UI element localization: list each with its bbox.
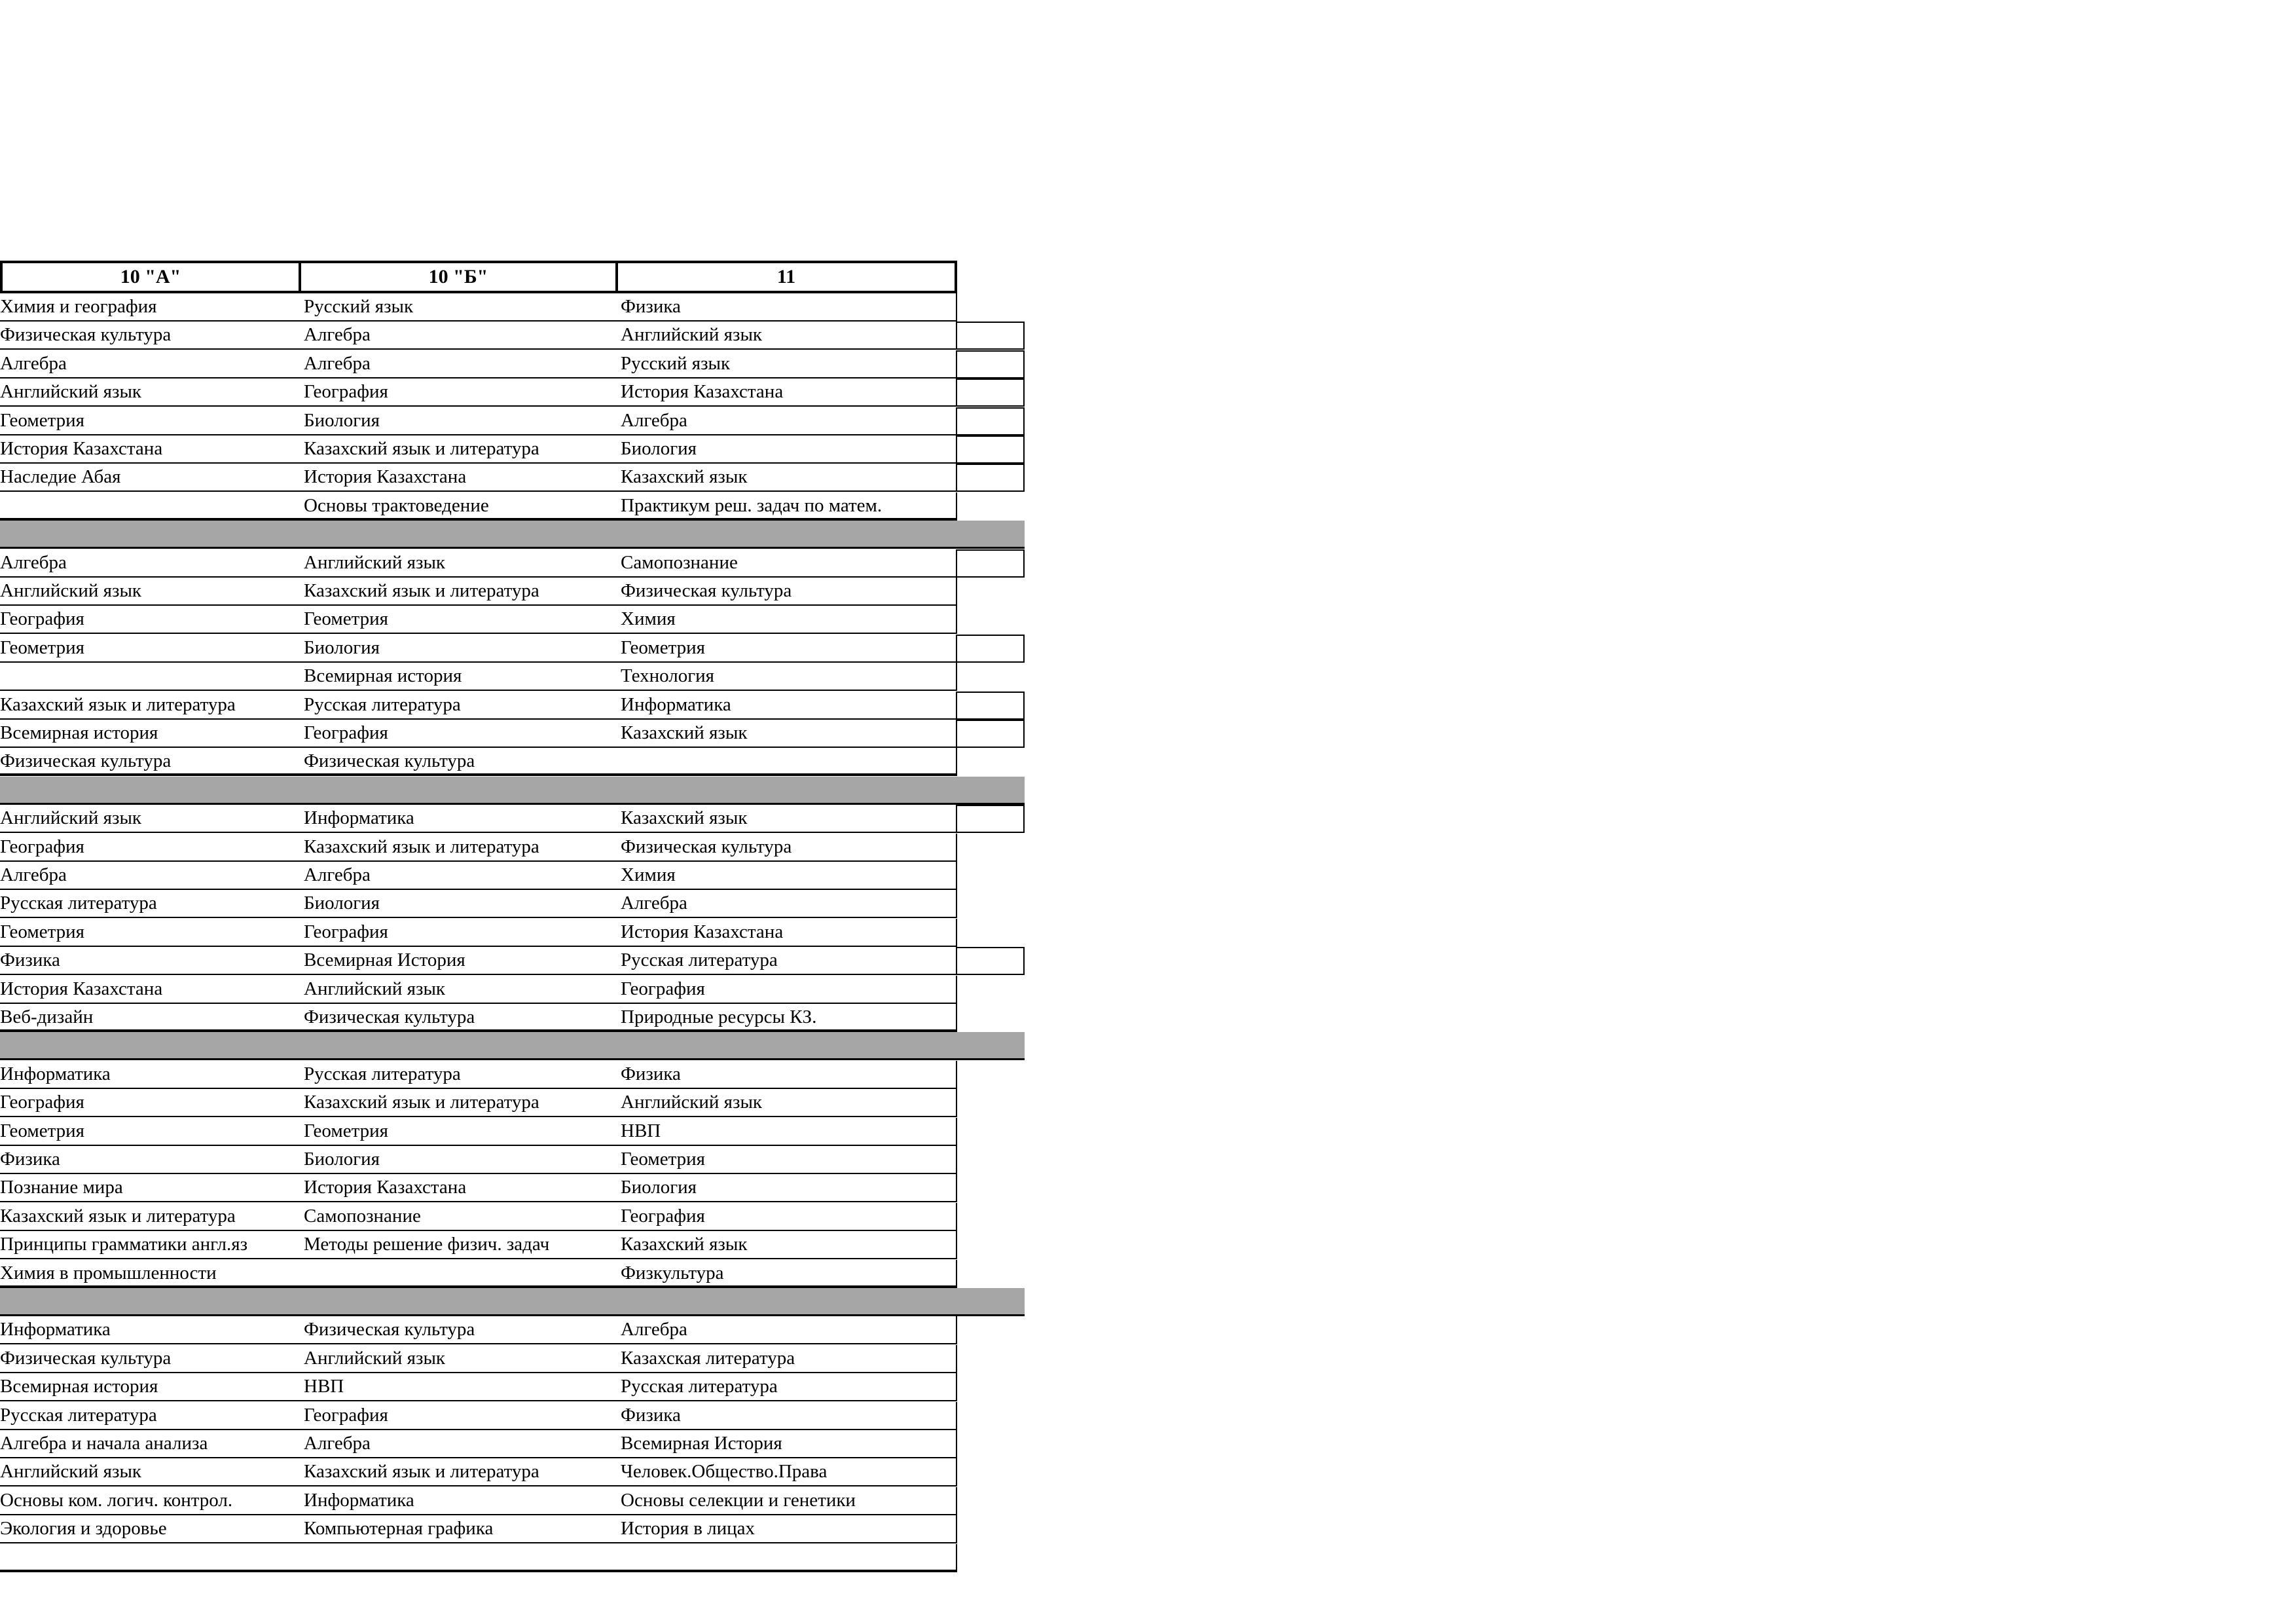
schedule-cell (0, 1544, 301, 1572)
schedule-cell: Биология (300, 890, 618, 918)
schedule-cell: Физическая культура (300, 1316, 618, 1344)
schedule-cell (0, 919, 301, 947)
schedule-cell: Казахский язык и литература (300, 435, 618, 464)
cell-text: Геометрия (0, 921, 84, 942)
extra-cell (957, 635, 1025, 663)
schedule-cell: Физическая культура (300, 1004, 618, 1032)
schedule-cell: Биология (300, 407, 618, 435)
schedule-cell: Русская литература (300, 1061, 618, 1089)
extra-cell (957, 720, 1025, 748)
schedule-cell: География (617, 976, 957, 1004)
schedule-cell (0, 1118, 301, 1146)
schedule-cell: Физика (617, 1402, 957, 1430)
schedule-cell: Геометрия (300, 606, 618, 634)
schedule-cell (0, 1260, 301, 1288)
schedule-cell: Геометрия (617, 1146, 957, 1174)
schedule-cell: Основы селекции и генетики (617, 1487, 957, 1515)
schedule-cell: Алгебра (617, 407, 957, 435)
cell-text: Казахский язык и литература (0, 1205, 236, 1227)
header-11: 11 (615, 261, 957, 293)
schedule-cell: Алгебра (300, 1430, 618, 1458)
extra-cell (957, 947, 1025, 975)
schedule-cell (0, 578, 301, 606)
schedule-cell (0, 1004, 301, 1032)
extra-cell (957, 407, 1025, 435)
schedule-cell: Английский язык (617, 322, 957, 350)
schedule-cell: Физика (617, 293, 957, 322)
schedule-cell (0, 1316, 301, 1344)
schedule-cell (0, 322, 301, 350)
extra-cell (957, 322, 1025, 350)
header-10b: 10 "Б" (299, 261, 618, 293)
schedule-cell (300, 1544, 618, 1572)
schedule-cell: Казахский язык (617, 464, 957, 492)
cell-text: Геометрия (0, 1120, 84, 1141)
header-10a: 10 "А" (0, 261, 301, 293)
day-separator (0, 1288, 1025, 1316)
schedule-cell: Алгебра (300, 862, 618, 890)
schedule-cell (0, 834, 301, 862)
cell-text: География (0, 836, 84, 857)
schedule-cell (0, 1402, 301, 1430)
extra-cell (957, 378, 1025, 407)
schedule-cell: География (300, 919, 618, 947)
schedule-cell: Казахский язык (617, 720, 957, 748)
schedule-cell (0, 1487, 301, 1515)
schedule-cell (300, 1260, 618, 1288)
schedule-cell: История в лицах (617, 1515, 957, 1543)
schedule-cell (0, 492, 301, 521)
schedule-cell: Технология (617, 663, 957, 691)
cell-text: Всемирная история (0, 722, 158, 743)
cell-text: Веб-дизайн (0, 1006, 94, 1027)
day-separator (0, 1032, 1025, 1060)
cell-text: Физическая культура (0, 750, 172, 772)
schedule-cell: Алгебра (617, 890, 957, 918)
cell-text: Физика (0, 950, 60, 971)
schedule-cell: Всемирная История (617, 1430, 957, 1458)
schedule-cell: НВП (617, 1118, 957, 1146)
cell-text: Алгебра (0, 352, 67, 374)
schedule-cell: Биология (617, 435, 957, 464)
cell-text: География (0, 608, 84, 630)
schedule-cell (0, 976, 301, 1004)
schedule-cell: География (300, 378, 618, 407)
schedule-cell (0, 1146, 301, 1174)
schedule-cell (0, 1515, 301, 1543)
schedule-cell: Основы трактоведение (300, 492, 618, 521)
schedule-cell (0, 663, 301, 691)
schedule-cell: Казахский язык и литература (300, 834, 618, 862)
schedule-cell (0, 407, 301, 435)
cell-text: Химия и география (0, 296, 157, 317)
schedule-cell: Методы решение физич. задач (300, 1231, 618, 1259)
schedule-cell: Биология (617, 1174, 957, 1202)
schedule-cell: Казахский язык и литература (300, 1089, 618, 1117)
cell-text: Наследие Абая (0, 466, 121, 488)
schedule-cell (0, 692, 301, 720)
cell-text: Информатика (0, 1063, 111, 1084)
schedule-cell: Алгебра (617, 1316, 957, 1344)
cell-text: Всемирная история (0, 1376, 158, 1397)
schedule-cell (0, 1231, 301, 1259)
cell-text: История Казахстана (0, 438, 163, 459)
cell-text: Геометрия (0, 409, 84, 431)
cell-text: Химия в промышленности (0, 1262, 217, 1283)
schedule-cell: НВП (300, 1373, 618, 1401)
schedule-cell (617, 1544, 957, 1572)
schedule-cell: Казахский язык (617, 805, 957, 833)
day-separator (0, 777, 1025, 805)
schedule-cell (0, 1203, 301, 1231)
schedule-cell (0, 1458, 301, 1486)
schedule-cell: Физическая культура (617, 578, 957, 606)
schedule-cell: Английский язык (300, 1345, 618, 1373)
schedule-cell: Английский язык (617, 1089, 957, 1117)
schedule-cell (0, 748, 301, 776)
schedule-cell: Казахский язык (617, 1231, 957, 1259)
schedule-cell: Русский язык (300, 293, 618, 322)
schedule-cell: История Казахстана (617, 919, 957, 947)
schedule-cell (0, 862, 301, 890)
schedule-cell: Казахская литература (617, 1345, 957, 1373)
schedule-cell: Казахский язык и литература (300, 578, 618, 606)
schedule-cell: Казахский язык и литература (300, 1458, 618, 1486)
cell-text: Физическая культура (0, 1347, 172, 1369)
schedule-cell: Физика (617, 1061, 957, 1089)
schedule-cell: Химия (617, 606, 957, 634)
schedule-cell (0, 464, 301, 492)
schedule-cell (0, 1174, 301, 1202)
schedule-cell: География (300, 1402, 618, 1430)
schedule-cell: Биология (300, 635, 618, 663)
schedule-cell (0, 1345, 301, 1373)
cell-text: Английский язык (0, 580, 142, 601)
schedule-cell: История Казахстана (617, 378, 957, 407)
schedule-cell (0, 350, 301, 378)
extra-cell (957, 692, 1025, 720)
schedule-cell: Геометрия (617, 635, 957, 663)
extra-cell (957, 464, 1025, 492)
cell-text: Основы ком. логич. контрол. (0, 1489, 233, 1511)
schedule-cell: Русская литература (617, 1373, 957, 1401)
schedule-cell: История Казахстана (300, 1174, 618, 1202)
schedule-cell: География (300, 720, 618, 748)
schedule-cell: Всемирная история (300, 663, 618, 691)
cell-text: Принципы грамматики англ.яз (0, 1234, 248, 1255)
cell-text: Английский язык (0, 807, 142, 829)
cell-text: Алгебра (0, 551, 67, 573)
schedule-cell (0, 890, 301, 918)
extra-cell (957, 435, 1025, 464)
schedule-cell (0, 1061, 301, 1089)
cell-text: Физика (0, 1149, 60, 1170)
schedule-cell: Химия (617, 862, 957, 890)
schedule-cell: Компьютерная графика (300, 1515, 618, 1543)
schedule-cell (0, 293, 301, 322)
cell-text: Русская литература (0, 1404, 157, 1426)
schedule-cell (0, 947, 301, 975)
schedule-cell (0, 720, 301, 748)
schedule-cell: Русский язык (617, 350, 957, 378)
schedule-cell: Физическая культура (617, 834, 957, 862)
cell-text: Русская литература (0, 893, 157, 914)
schedule-cell: Физическая культура (300, 748, 618, 776)
schedule-cell: Английский язык (300, 549, 618, 578)
schedule-cell: Геометрия (300, 1118, 618, 1146)
cell-text: Английский язык (0, 381, 142, 403)
schedule-cell (0, 606, 301, 634)
schedule-cell: Самопознание (617, 549, 957, 578)
schedule-cell: Информатика (300, 805, 618, 833)
schedule-cell: Алгебра (300, 350, 618, 378)
cell-text: Экология и здоровье (0, 1518, 167, 1540)
extra-cell (957, 549, 1025, 578)
schedule-cell (0, 805, 301, 833)
cell-text: Английский язык (0, 1461, 142, 1483)
schedule-cell: Русская литература (617, 947, 957, 975)
extra-cell (957, 350, 1025, 378)
cell-text: Геометрия (0, 637, 84, 658)
cell-text: Познание мира (0, 1177, 123, 1198)
schedule-cell (0, 1089, 301, 1117)
schedule-cell: Физкультура (617, 1260, 957, 1288)
schedule-cell: Информатика (300, 1487, 618, 1515)
schedule-cell: География (617, 1203, 957, 1231)
schedule-cell: Практикум реш. задач по матем. (617, 492, 957, 521)
schedule-cell (0, 549, 301, 578)
schedule-cell: Английский язык (300, 976, 618, 1004)
cell-text: География (0, 1092, 84, 1113)
schedule-cell: Алгебра (300, 322, 618, 350)
cell-text: Информатика (0, 1319, 111, 1340)
cell-text: Казахский язык и литература (0, 693, 236, 715)
schedule-cell (0, 378, 301, 407)
schedule-cell (617, 748, 957, 776)
schedule-cell: Информатика (617, 692, 957, 720)
schedule-cell (0, 435, 301, 464)
schedule-cell: Природные ресурсы КЗ. (617, 1004, 957, 1032)
extra-cell (957, 805, 1025, 833)
schedule-cell (0, 635, 301, 663)
cell-text: История Казахстана (0, 978, 163, 999)
schedule-cell (0, 1373, 301, 1401)
schedule-cell: Биология (300, 1146, 618, 1174)
schedule-cell: Русская литература (300, 692, 618, 720)
day-separator (0, 521, 1025, 549)
cell-text: Физическая культура (0, 324, 172, 346)
schedule-cell: Человек.Общество.Права (617, 1458, 957, 1486)
schedule-cell (0, 1430, 301, 1458)
cell-text: Алгебра и начала анализа (0, 1433, 208, 1454)
schedule-cell: Самопознание (300, 1203, 618, 1231)
schedule-cell: Всемирная История (300, 947, 618, 975)
schedule-cell: История Казахстана (300, 464, 618, 492)
cell-text: Алгебра (0, 864, 67, 885)
